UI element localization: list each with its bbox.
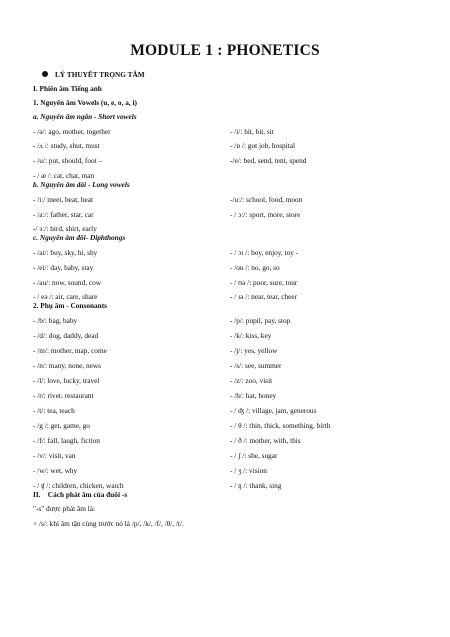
consonant-row-right: - /j/: yes, yellow: [230, 346, 278, 355]
consonant-row-right: - /k/: kiss, key: [230, 331, 272, 340]
short-vowel-row-left: - /u/: put, should, foot –: [33, 156, 103, 165]
short-vowel-row-right: - /ɒ /: got job, hospital: [230, 141, 296, 150]
diphthong-row-right: - / ɔɪ /: boy, enjoy, toy -: [230, 248, 299, 257]
consonant-row-right: - / ʒ /: vision: [230, 466, 267, 475]
consonant-row-left: - /d/: dog, daddy, dead: [33, 331, 99, 340]
page-title: MODULE 1 : PHONETICS: [130, 42, 320, 59]
diphthongs-heading: c. Nguyên âm đôi- Diphthongs: [33, 233, 126, 242]
consonant-row-right: - / θ /: thin, thick, something, birth: [230, 421, 331, 430]
s-ending-rule: + /s/: khi âm tận cùng trước nó là /p/, /k/, /f/, /θ/, /t/.: [33, 519, 184, 528]
long-vowels-heading: b. Nguyên âm dài - Long vowels: [33, 180, 130, 189]
consonant-row-right: - / ʃ /: she, sugar: [230, 451, 278, 460]
short-vowel-row-right: - /i/: hit, bit, sit: [230, 127, 274, 136]
consonant-row-left: - /m/: mother, map, come: [33, 346, 107, 355]
consonant-row-right: - / ʤ /: village, jam, generous: [230, 406, 317, 415]
consonant-row-right: - / ŋ /: thank, sing: [230, 481, 282, 490]
short-vowel-row-right: -/e/: bed, send, tent, spend: [230, 156, 307, 165]
consonant-row-left: - /l/: love, lucky, travel: [33, 376, 100, 385]
diphthong-row-left: - /au/: now, sound, cow: [33, 278, 102, 287]
short-vowel-row-left: - / æ /: cat, chat, man: [33, 171, 95, 180]
diphthong-row-left: - / eə /: air, care, share: [33, 292, 98, 301]
consonant-row-left: - /r/: river, restaurant: [33, 391, 94, 400]
short-vowels-heading: a. Nguyên âm ngắn - Short vowels: [33, 112, 137, 121]
consonant-row-left: - /b/: bag, baby: [33, 316, 78, 325]
consonant-row-left: - /n/: many, none, news: [33, 361, 102, 370]
consonant-row-right: - /p/: pupil, pay, stop: [230, 316, 291, 325]
diphthong-row-right: - / ɪə /: near, tear, cheer: [230, 292, 298, 301]
s-ending-intro: "-s" được phát âm là:: [33, 504, 95, 513]
vowels-heading: 1. Nguyên âm Vowels (u, e, o, a, i): [33, 98, 137, 107]
long-vowel-row-left: - /aː/: father, star, car: [33, 210, 94, 219]
long-vowel-row-left: -/ ɜː/: bird, shirt, early: [33, 224, 97, 233]
bullet-icon: [42, 71, 48, 77]
consonant-row-right: - / ð /: mother, with, this: [230, 436, 301, 445]
consonant-row-left: - /f/: fall, laugh, fiction: [33, 436, 100, 445]
short-vowel-row-left: - /ʌ /: study, shut, must: [33, 141, 100, 150]
consonant-row-left: - /g /: get, game, go: [33, 421, 90, 430]
consonant-row-left: - / ʧ /: children, chicken, watch: [33, 481, 124, 490]
main-heading-text: LÝ THUYẾT TRỌNG TÂM: [55, 70, 145, 79]
diphthong-row-left: - /ei/: day, baby, stay: [33, 263, 94, 272]
consonant-row-left: - /t/: tea, teach: [33, 406, 75, 415]
consonant-row-right: - /h/: hat, honey: [230, 391, 277, 400]
consonant-row-right: - /z/: zoo, visit: [230, 376, 273, 385]
consonant-row-left: - /w/: wet, why: [33, 466, 78, 475]
consonants-heading: 2. Phụ âm - Consonants: [33, 301, 107, 310]
diphthong-row-left: - /ai/: buy, sky, hi, shy: [33, 248, 98, 257]
diphthong-row-right: - / ʊə /: poor, sure, tour: [230, 278, 298, 287]
section-1-heading: I. Phiên âm Tiếng anh: [33, 84, 102, 93]
section-2-heading: II. Cách phát âm của đuôi -s: [33, 490, 128, 499]
consonant-row-left: - /v/: visit, van: [33, 451, 76, 460]
long-vowel-row-right: - / ɔː/: sport, more, store: [230, 210, 301, 219]
main-heading: [42, 70, 145, 79]
diphthong-row-right: - /ou /: no, go, so: [230, 263, 280, 272]
long-vowel-row-right: -/uː/: school, food, moon: [230, 195, 303, 204]
consonant-row-right: - /s/: see, summer: [230, 361, 282, 370]
long-vowel-row-left: - /iː/ meet, beat, heat: [33, 195, 93, 204]
short-vowel-row-left: - /ə/: ago, mother, together: [33, 127, 111, 136]
